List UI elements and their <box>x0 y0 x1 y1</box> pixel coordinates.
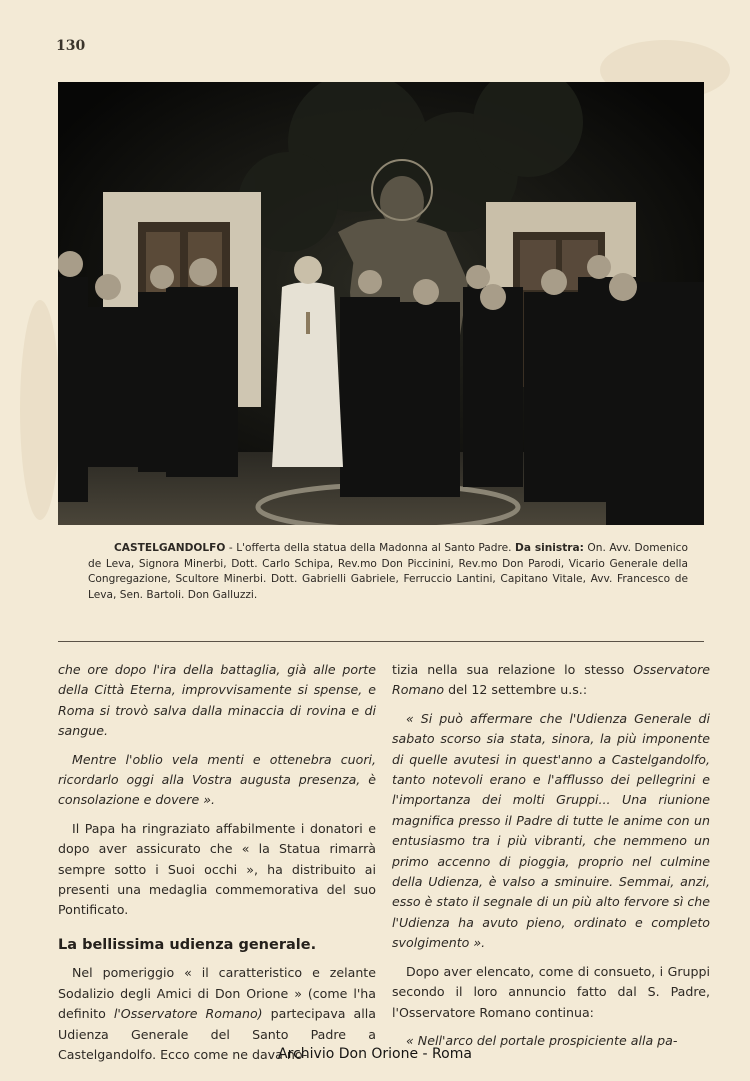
left-paragraph-2: Mentre l'oblio vela menti e ottenebra cuori, ricordarlo oggi alla Vostra augusta presenza, è consolazione e dovere ». <box>58 751 376 808</box>
left-paragraph-1: che ore dopo l'ira della battaglia, già alle porte della Città Eterna, improvvisamente si spense, e Roma si trovò salva dalla minaccia di rovina e di sangue. <box>58 662 376 739</box>
caption-title: - L'offerta della statua della Madonna al Santo Padre. <box>225 542 512 554</box>
right-p1-end: del 12 settembre u.s.: <box>444 682 588 698</box>
right-p1-start: tizia nella sua relazione lo stesso <box>392 662 634 677</box>
page-number: 130 <box>56 38 86 54</box>
left-paragraph-3: Il Papa ha ringraziato affabilmente i donatori e dopo aver assicurato che « la Statua rimarrà sempre sotto i Suoi occhi », ha distribuito ai presenti una medaglia commemorativa del suo Pontificato. <box>58 820 376 918</box>
section-divider <box>58 641 704 642</box>
left-p4-start: Nel pomeriggio « il caratteristico e zelante Sodalizio degli Amici di Don Orione » (come l'ha definito <box>58 965 376 1022</box>
left-p4-end: partecipava alla Udienza Generale del Santo Padre a Castelgandolfo. Ecco come ne dava no- <box>58 1006 376 1062</box>
right-paragraph-4: « Nell'arco del portale prospiciente alla pa- <box>406 1032 678 1048</box>
archive-footer: Archivio Don Orione - Roma <box>278 1046 472 1062</box>
photo-caption <box>88 541 688 603</box>
photo-illustration <box>58 82 704 525</box>
right-paragraph-2: « Si può affermare che l'Udienza Generale di sabato scorso sia stata, sinora, la più imponente di quelle avutesi in quest'anno a Castelgandolfo, tanto notevoli erano e l'afflusso dei pellegrini e l'importanza dei molti Gruppi... Una riunione magnifica presso il Padre di tutte le anime con un entusiasmo tra i più vibranti, che nemmeno un primo accenno di pioggia, proprio nel culmine della Udienza, è valso a sminuire. Semmai, anzi, esso è stato il segnale di un più alto fervore sì che l'Udienza ha avuto pieno, ordinato e completo svolgimento ». <box>392 710 710 951</box>
left-column <box>58 660 376 1073</box>
paper-stain <box>20 300 60 520</box>
right-paragraph-1 <box>392 660 710 701</box>
pope-with-statue-photo <box>58 82 704 525</box>
right-p1-italic: Osservatore Romano <box>392 662 710 698</box>
caption-left-label: Da sinistra: <box>515 542 584 554</box>
caption-names: On. Avv. Domenico de Leva, Signora Minerbi, Dott. Carlo Schipa, Rev.mo Don Piccinini, Rev.mo Don Parodi, Vicario Generale della Congregazione, Scultore Minerbi. Dott. Gabrielli Gabriele, Ferruccio Lantini, Capitano Vitale, Avv. Francesco de Leva, Sen. Bartoli. Don Galluzzi. <box>88 542 688 601</box>
caption-location: CASTELGANDOLFO <box>114 542 226 554</box>
right-column <box>392 660 710 1059</box>
section-heading: La bellissima udienza generale. <box>58 936 317 953</box>
right-paragraph-3: Dopo aver elencato, come di consueto, i Gruppi secondo il loro annuncio fatto dal S. Padre, l'Osservatore Romano continua: <box>392 963 710 1020</box>
left-p4-italic: l'Osservatore Romano) <box>113 1006 263 1022</box>
